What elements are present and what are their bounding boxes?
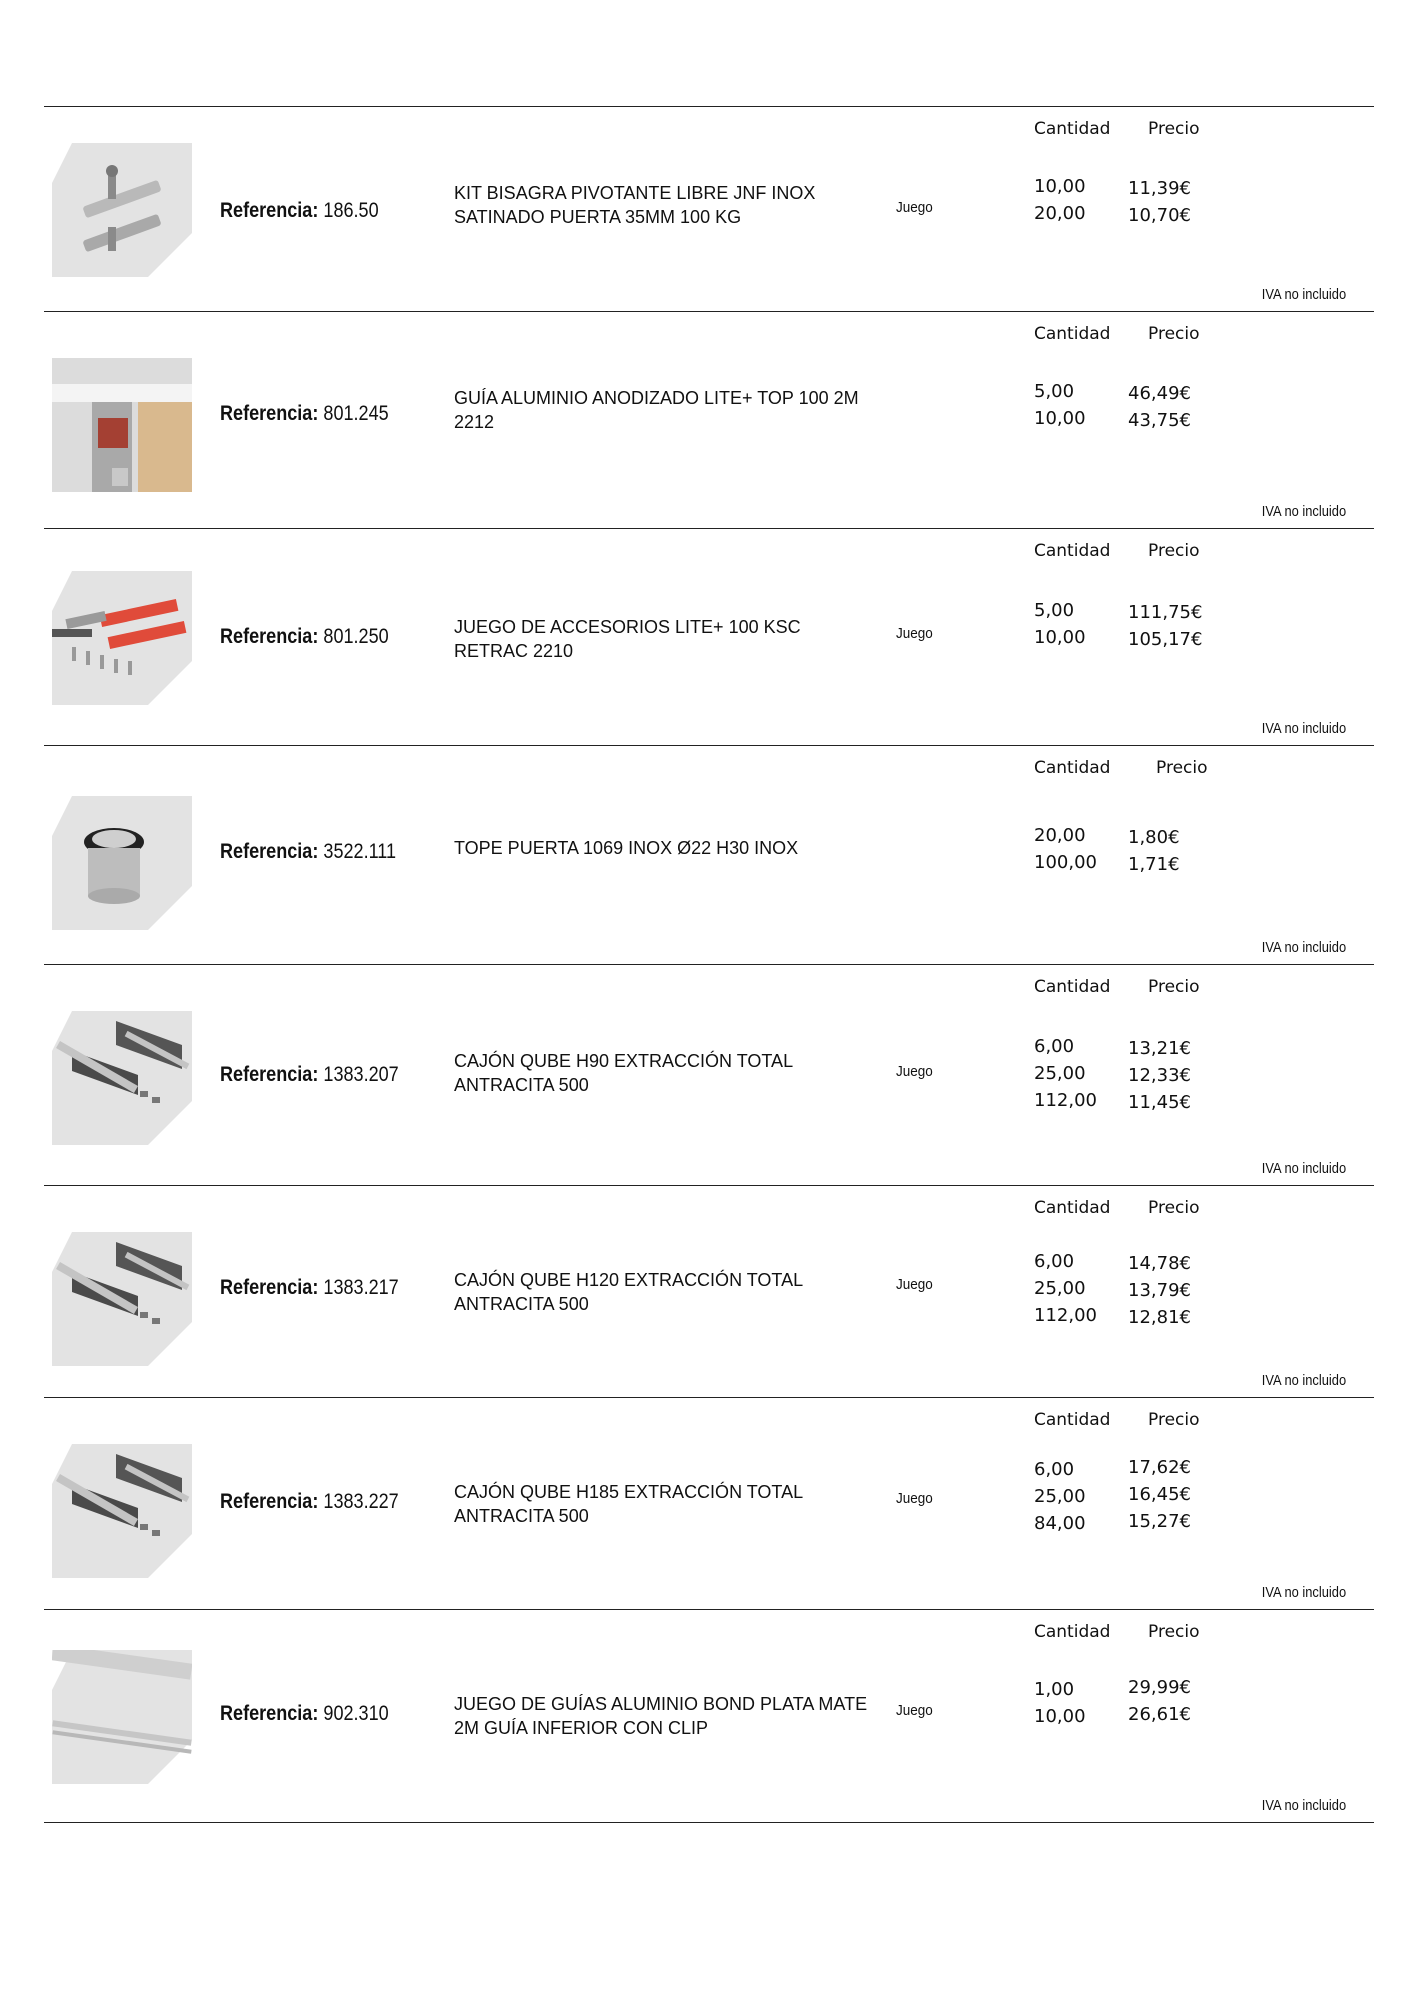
tax-note: IVA no incluido <box>1261 286 1346 303</box>
tier-price: 111,75€ <box>1128 602 1203 623</box>
tier-quantity: 20,00 <box>1034 825 1086 846</box>
price-column <box>1128 1454 1191 1535</box>
product-description: JUEGO DE ACCESORIOS LITE+ 100 KSC RETRAC 2210 <box>454 617 801 661</box>
tier-price: 14,78€ <box>1128 1253 1191 1274</box>
reference-label: Referencia: <box>220 1702 319 1725</box>
pivot-hinge-image <box>52 143 192 277</box>
quantity-column <box>1034 378 1086 432</box>
price-header: Precio <box>1148 1198 1200 1218</box>
reference-value: 1383.227 <box>323 1490 399 1513</box>
tier-price: 29,99€ <box>1128 1677 1191 1698</box>
price-header: Precio <box>1148 119 1200 139</box>
tier-quantity: 10,00 <box>1034 176 1086 197</box>
quantity-header: Cantidad <box>1034 119 1111 139</box>
product-description: JUEGO DE GUÍAS ALUMINIO BOND PLATA MATE 2M GUÍA INFERIOR CON CLIP <box>454 1694 868 1738</box>
tier-quantity: 6,00 <box>1034 1036 1075 1057</box>
tax-note: IVA no incluido <box>1261 1160 1346 1177</box>
price-header: Precio <box>1148 1410 1200 1430</box>
tier-price: 43,75€ <box>1128 410 1191 431</box>
price-column <box>1128 1035 1191 1116</box>
reference-label: Referencia: <box>220 1490 319 1513</box>
quantity-column <box>1034 1676 1086 1730</box>
tier-price: 15,27€ <box>1128 1511 1191 1532</box>
product-unit: Juego <box>896 199 933 216</box>
product-reference <box>220 1702 389 1726</box>
product-reference <box>220 1490 399 1514</box>
tier-price: 1,80€ <box>1128 827 1180 848</box>
product-unit: Juego <box>896 625 933 642</box>
tier-price: 105,17€ <box>1128 629 1203 650</box>
product-list <box>44 106 1374 1823</box>
quantity-column <box>1034 822 1097 876</box>
reference-value: 186.50 <box>323 199 379 222</box>
product-unit: Juego <box>896 1490 933 1507</box>
tier-quantity: 10,00 <box>1034 408 1086 429</box>
tier-price: 10,70€ <box>1128 205 1191 226</box>
tier-quantity: 25,00 <box>1034 1486 1086 1507</box>
quantity-column <box>1034 173 1086 227</box>
reference-label: Referencia: <box>220 840 319 863</box>
tax-note: IVA no incluido <box>1261 1372 1346 1389</box>
tier-quantity: 10,00 <box>1034 1706 1086 1727</box>
tier-price: 26,61€ <box>1128 1704 1191 1725</box>
reference-value: 801.245 <box>323 402 389 425</box>
reference-value: 1383.207 <box>323 1063 399 1086</box>
tier-quantity: 100,00 <box>1034 852 1097 873</box>
product-unit: Juego <box>896 1276 933 1293</box>
quantity-column <box>1034 597 1086 651</box>
price-column <box>1128 599 1202 653</box>
tier-price: 11,39€ <box>1128 178 1191 199</box>
tier-quantity: 112,00 <box>1034 1305 1097 1326</box>
tax-note: IVA no incluido <box>1261 939 1346 956</box>
product-description: CAJÓN QUBE H120 EXTRACCIÓN TOTAL ANTRACITA 500 <box>454 1270 803 1314</box>
reference-label: Referencia: <box>220 199 319 222</box>
product-unit: Juego <box>896 1702 933 1719</box>
tier-quantity: 25,00 <box>1034 1278 1086 1299</box>
tier-quantity: 20,00 <box>1034 203 1086 224</box>
reference-value: 801.250 <box>323 625 389 648</box>
aluminium-track-image <box>52 358 192 492</box>
reference-value: 902.310 <box>323 1702 389 1725</box>
product-row <box>44 529 1374 746</box>
tier-price: 11,45€ <box>1128 1092 1191 1113</box>
tax-note: IVA no incluido <box>1261 720 1346 737</box>
tier-quantity: 5,00 <box>1034 381 1075 402</box>
tier-price: 1,71€ <box>1128 854 1180 875</box>
product-reference <box>220 1063 399 1087</box>
reference-value: 3522.111 <box>323 840 397 863</box>
tier-quantity: 112,00 <box>1034 1090 1097 1111</box>
reference-value: 1383.217 <box>323 1276 399 1299</box>
reference-label: Referencia: <box>220 625 319 648</box>
quantity-header: Cantidad <box>1034 541 1111 561</box>
reference-label: Referencia: <box>220 402 319 425</box>
product-reference <box>220 840 396 864</box>
product-description: KIT BISAGRA PIVOTANTE LIBRE JNF INOX SATINADO PUERTA 35MM 100 KG <box>454 183 816 227</box>
product-row <box>44 312 1374 529</box>
accessory-kit-image <box>52 571 192 705</box>
product-row <box>44 1398 1374 1610</box>
price-header: Precio <box>1148 1622 1200 1642</box>
product-reference <box>220 625 389 649</box>
tier-price: 13,21€ <box>1128 1038 1191 1059</box>
quantity-header: Cantidad <box>1034 758 1111 778</box>
price-column <box>1128 175 1191 229</box>
guide-rails-image <box>52 1650 192 1784</box>
drawer-image <box>52 1444 192 1578</box>
price-header: Precio <box>1148 977 1200 997</box>
product-description: GUÍA ALUMINIO ANODIZADO LITE+ TOP 100 2M 2212 <box>454 388 859 432</box>
tier-quantity: 10,00 <box>1034 627 1086 648</box>
quantity-header: Cantidad <box>1034 1198 1111 1218</box>
tier-quantity: 6,00 <box>1034 1459 1075 1480</box>
price-column <box>1128 824 1180 878</box>
product-row <box>44 107 1374 312</box>
tier-price: 17,62€ <box>1128 1457 1191 1478</box>
tier-quantity: 84,00 <box>1034 1513 1086 1534</box>
price-column <box>1128 1674 1191 1728</box>
product-row <box>44 1186 1374 1398</box>
reference-label: Referencia: <box>220 1276 319 1299</box>
tier-quantity: 25,00 <box>1034 1063 1086 1084</box>
price-header: Precio <box>1148 541 1200 561</box>
tier-price: 16,45€ <box>1128 1484 1191 1505</box>
tier-quantity: 6,00 <box>1034 1251 1075 1272</box>
price-header: Precio <box>1148 324 1200 344</box>
product-row <box>44 965 1374 1186</box>
product-reference <box>220 199 379 223</box>
price-column <box>1128 380 1191 434</box>
product-description: CAJÓN QUBE H185 EXTRACCIÓN TOTAL ANTRACITA 500 <box>454 1482 803 1526</box>
tier-price: 12,81€ <box>1128 1307 1191 1328</box>
tier-price: 13,79€ <box>1128 1280 1191 1301</box>
tier-quantity: 1,00 <box>1034 1679 1075 1700</box>
quantity-column <box>1034 1033 1097 1114</box>
quantity-column <box>1034 1456 1086 1537</box>
tax-note: IVA no incluido <box>1261 503 1346 520</box>
drawer-image <box>52 1232 192 1366</box>
quantity-header: Cantidad <box>1034 1622 1111 1642</box>
product-description: CAJÓN QUBE H90 EXTRACCIÓN TOTAL ANTRACITA 500 <box>454 1051 793 1095</box>
door-stop-image <box>52 796 192 930</box>
drawer-image <box>52 1011 192 1145</box>
price-header: Precio <box>1156 758 1208 778</box>
product-reference <box>220 402 389 426</box>
tier-price: 46,49€ <box>1128 383 1191 404</box>
tier-price: 12,33€ <box>1128 1065 1191 1086</box>
tier-quantity: 5,00 <box>1034 600 1075 621</box>
quantity-column <box>1034 1248 1097 1329</box>
product-row <box>44 1610 1374 1823</box>
reference-label: Referencia: <box>220 1063 319 1086</box>
product-reference <box>220 1276 399 1300</box>
quantity-header: Cantidad <box>1034 1410 1111 1430</box>
tax-note: IVA no incluido <box>1261 1584 1346 1601</box>
product-unit: Juego <box>896 1063 933 1080</box>
quantity-header: Cantidad <box>1034 977 1111 997</box>
quantity-header: Cantidad <box>1034 324 1111 344</box>
price-column <box>1128 1250 1191 1331</box>
product-description: TOPE PUERTA 1069 INOX Ø22 H30 INOX <box>454 838 799 858</box>
tax-note: IVA no incluido <box>1261 1797 1346 1814</box>
product-row <box>44 746 1374 965</box>
